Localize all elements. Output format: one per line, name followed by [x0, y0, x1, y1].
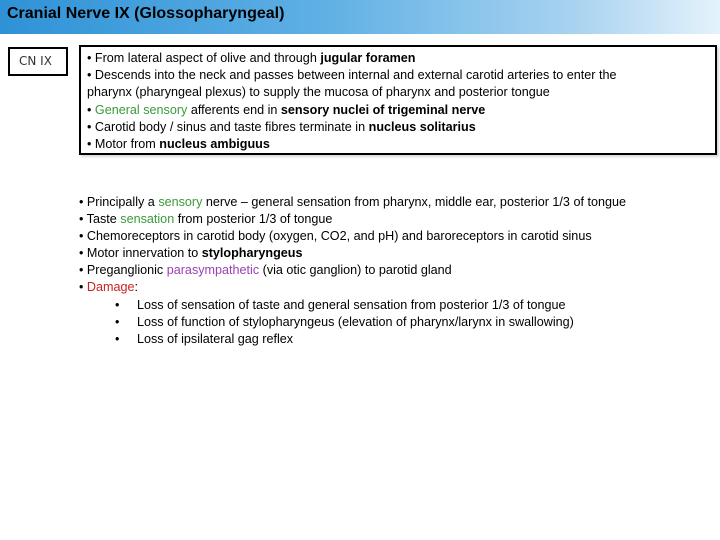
detail-text: : [134, 280, 139, 295]
summary-highlight: General sensory [94, 102, 188, 117]
detail-text: • [79, 280, 87, 295]
summary-text: • From lateral aspect of olive and through [87, 51, 321, 65]
bullet-icon: • [115, 297, 120, 312]
damage-item-text: Loss of ipsilateral gag reflex [137, 331, 294, 346]
summary-line-course-cont: pharynx (pharyngeal plexus) to supply the mucosa of pharynx and posterior tongue [87, 85, 550, 100]
summary-emphasis: jugular foramen [320, 51, 416, 65]
summary-lines [87, 50, 709, 153]
detail-text: nerve – general sensation from pharynx, middle ear, posterior 1/3 of tongue [202, 195, 626, 209]
title-bar [0, 0, 720, 34]
damage-item [79, 331, 714, 348]
detail-line-parasympathetic [79, 262, 714, 279]
damage-item [79, 297, 714, 314]
summary-emphasis: sensory nuclei of trigeminal nerve [280, 102, 486, 117]
summary-line-sensory [87, 102, 709, 119]
summary-emphasis: nucleus solitarius [368, 119, 476, 134]
detail-text: • Preganglionic [79, 263, 167, 278]
summary-emphasis: nucleus ambiguus [159, 137, 270, 152]
cn-label: CN IX [19, 54, 52, 68]
detail-line-damage [79, 279, 714, 296]
detail-line-motor [79, 245, 714, 262]
detail-highlight: sensory [158, 195, 203, 209]
detail-text: (via otic ganglion) to parotid gland [259, 263, 452, 278]
summary-line-taste [87, 119, 709, 136]
summary-box [79, 45, 717, 155]
bullet-icon: • [115, 331, 120, 346]
damage-item-text: Loss of sensation of taste and general sensation from posterior 1/3 of tongue [137, 297, 566, 312]
bullet-icon: • [115, 314, 120, 329]
slide-title: Cranial Nerve IX (Glossopharyngeal) [7, 5, 285, 22]
detail-highlight: sensation [120, 212, 175, 227]
summary-text: afferents end in [187, 102, 281, 117]
summary-line-origin [87, 50, 709, 67]
cn-label-box [8, 47, 68, 76]
detail-text: from posterior 1/3 of tongue [174, 212, 333, 227]
detail-text: • Motor innervation to [79, 246, 202, 261]
summary-line-course: • Descends into the neck and passes between internal and external carotid arteries to enter the [87, 68, 617, 83]
damage-item [79, 314, 714, 331]
summary-text: • [87, 102, 95, 117]
detail-line-sensory [79, 194, 714, 211]
detail-emphasis: stylopharyngeus [201, 246, 303, 261]
detail-line-chemoreceptors: • Chemoreceptors in carotid body (oxygen, CO2, and pH) and baroreceptors in carotid sinus [79, 229, 592, 244]
damage-item-text: Loss of function of stylopharyngeus (elevation of pharynx/larynx in swallowing) [137, 314, 574, 329]
detail-highlight: parasympathetic [166, 263, 260, 278]
summary-text: • Motor from [87, 137, 160, 152]
detail-text: • Taste [79, 212, 121, 227]
detail-highlight: Damage [86, 280, 135, 295]
summary-line-motor [87, 136, 709, 153]
summary-text: • Carotid body / sinus and taste fibres terminate in [87, 119, 369, 134]
detail-list [79, 194, 714, 348]
detail-line-taste [79, 211, 714, 228]
detail-text: • Principally a [79, 195, 159, 209]
